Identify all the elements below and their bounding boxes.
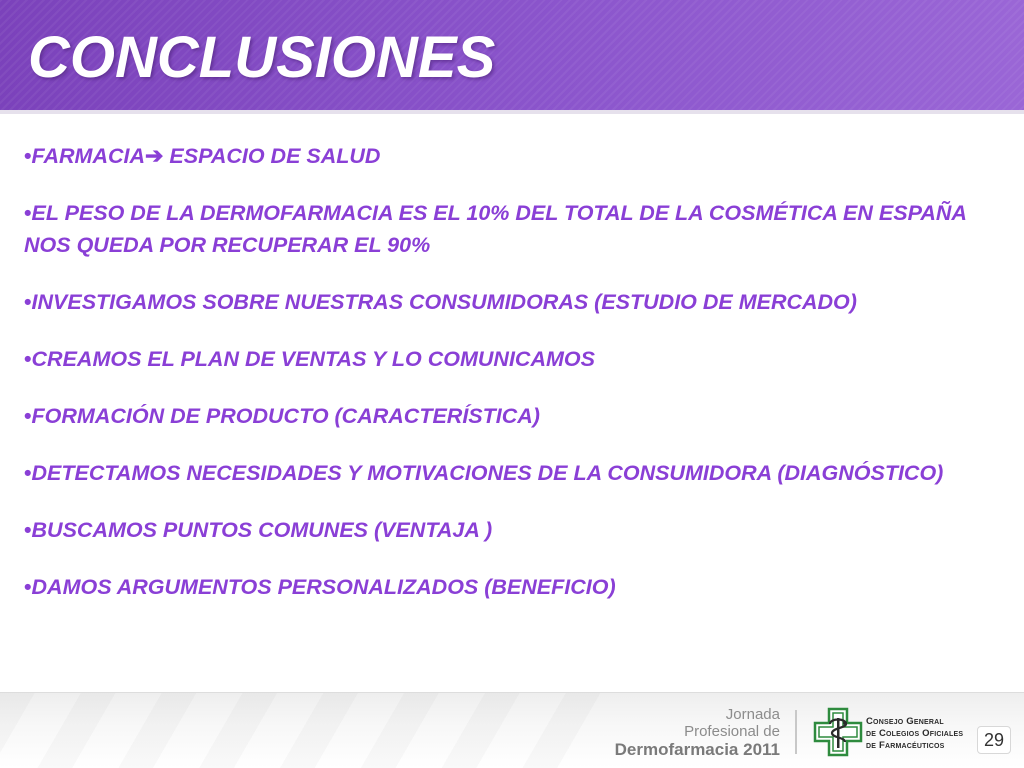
event-line-2: Profesional de (684, 723, 780, 740)
bullet-text: ESPACIO DE SALUD (163, 144, 381, 168)
bullet-item-4 (24, 343, 1014, 375)
bullet-text: FARMACIA (31, 144, 145, 168)
footer-divider (795, 710, 797, 754)
org-line-3: de Farmacéuticos (866, 740, 945, 751)
bullet-text: INVESTIGAMOS SOBRE NUESTRAS CONSUMIDORAS (ESTUDIO DE MERCADO) (31, 290, 857, 314)
event-line-3: Dermofarmacia 2011 (614, 740, 780, 759)
bullet-marker: • (24, 461, 32, 485)
bullet-text: EL PESO DE LA DERMOFARMACIA ES EL 10% DEL TOTAL DE LA COSMÉTICA EN ESPAÑA NOS QUEDA POR RECUPERAR EL 90% (24, 201, 967, 257)
bullet-item-2 (24, 197, 1014, 261)
bullet-list (24, 140, 1014, 628)
organization-name (866, 716, 963, 752)
bullet-text: FORMACIÓN DE PRODUCTO (CARACTERÍSTICA) (31, 404, 540, 428)
title-banner (0, 0, 1024, 114)
bullet-item-6 (24, 457, 1014, 489)
footer-decoration (0, 693, 600, 768)
bullet-text: CREAMOS EL PLAN DE VENTAS Y LO COMUNICAMOS (31, 347, 595, 371)
event-line-1: Jornada (725, 706, 780, 723)
bullet-marker: • (24, 290, 32, 314)
bullet-item-3 (24, 286, 1014, 318)
slide-title: CONCLUSIONES (28, 25, 496, 90)
bullet-marker: • (24, 575, 32, 599)
bullet-marker: • (24, 404, 32, 428)
bullet-item-5 (24, 400, 1014, 432)
bullet-marker: • (24, 201, 32, 225)
bullet-item-8 (24, 571, 1014, 603)
bullet-text: DETECTAMOS NECESIDADES Y MOTIVACIONES DE LA CONSUMIDORA (DIAGNÓSTICO) (31, 461, 944, 485)
bullet-marker: • (24, 144, 32, 168)
pharmacy-cross-caduceus-icon (812, 706, 864, 758)
bullet-marker: • (24, 518, 32, 542)
arrow-right-icon: ➔ (145, 143, 164, 168)
bullet-text: BUSCAMOS PUNTOS COMUNES (VENTAJA ) (31, 518, 493, 542)
page-number: 29 (977, 726, 1011, 754)
event-name (615, 706, 780, 760)
bullet-item-7 (24, 514, 1014, 546)
bullet-marker: • (24, 347, 32, 371)
bullet-item-1 (24, 140, 1014, 172)
org-line-2: de Colegios Oficiales (866, 728, 964, 739)
bullet-text: DAMOS ARGUMENTOS PERSONALIZADOS (BENEFICIO) (31, 575, 616, 599)
org-line-1: Consejo General (866, 716, 944, 727)
